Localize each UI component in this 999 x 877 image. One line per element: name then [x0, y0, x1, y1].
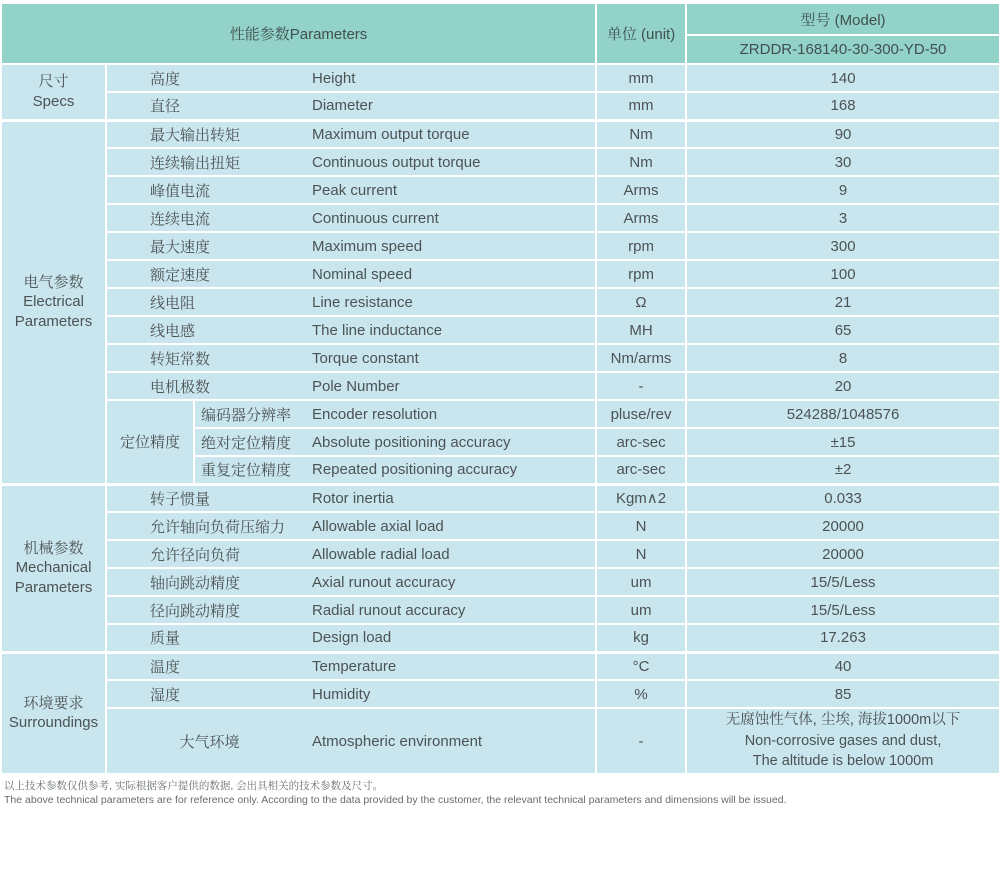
- param-unit: Arms: [596, 204, 686, 232]
- table-header: [1, 3, 999, 64]
- param-label: [106, 568, 596, 596]
- param-label: [106, 484, 596, 512]
- param-value: 8: [686, 344, 999, 372]
- param-value: 0.033: [686, 484, 999, 512]
- param-value: 30: [686, 148, 999, 176]
- param-unit: -: [596, 372, 686, 400]
- section-label-line: 环境要求: [23, 694, 84, 712]
- param-unit: kg: [596, 624, 686, 652]
- param-unit: arc-sec: [596, 456, 686, 484]
- param-unit: mm: [596, 64, 686, 92]
- param-label-en: Rotor inertia: [312, 489, 394, 507]
- param-label-en: Continuous current: [312, 209, 439, 227]
- param-label-en: Atmospheric environment: [312, 732, 483, 750]
- param-value: 100: [686, 260, 999, 288]
- param-label-cn: 温度: [150, 658, 181, 676]
- param-label: [106, 64, 596, 92]
- param-label-cn: 直径: [150, 98, 181, 116]
- section-label-line: 尺寸: [38, 73, 69, 91]
- param-label-en: Torque constant: [312, 349, 419, 367]
- param-label-cn: 高度: [150, 70, 181, 88]
- param-label-en: Repeated positioning accuracy: [312, 461, 518, 479]
- param-label: [106, 92, 596, 120]
- param-label: [106, 204, 596, 232]
- param-label-en: Allowable axial load: [312, 517, 444, 535]
- param-label-en: Maximum output torque: [312, 125, 470, 143]
- param-label-en: Nominal speed: [312, 265, 413, 283]
- param-label-en: Diameter: [312, 97, 373, 115]
- param-label-cn: 额定速度: [150, 266, 211, 284]
- section-label-line: Mechanical: [15, 559, 92, 577]
- param-label-cn: 编码器分辨率: [201, 406, 292, 424]
- param-label-cn: 转子惯量: [150, 490, 211, 508]
- param-value: 3: [686, 204, 999, 232]
- param-value: 20000: [686, 540, 999, 568]
- param-label: [106, 232, 596, 260]
- param-label: [106, 624, 596, 652]
- spec-table: [0, 2, 999, 775]
- param-label-cn: 湿度: [150, 686, 181, 704]
- param-value: 9: [686, 176, 999, 204]
- param-label: [106, 344, 596, 372]
- param-value: 40: [686, 652, 999, 680]
- param-label-cn: 径向跳动精度: [150, 602, 241, 620]
- param-label-en: Peak current: [312, 181, 398, 199]
- param-unit: Kgm∧2: [596, 484, 686, 512]
- param-label-en: Continuous output torque: [312, 153, 481, 171]
- param-unit: rpm: [596, 260, 686, 288]
- param-unit: Nm: [596, 120, 686, 148]
- param-label-cn: 线电感: [150, 322, 196, 340]
- param-value: 140: [686, 64, 999, 92]
- section-label: [1, 64, 106, 120]
- section-label: [1, 120, 106, 484]
- param-unit: um: [596, 568, 686, 596]
- section-label-line: Parameters: [14, 312, 93, 330]
- param-label-en: Pole Number: [312, 377, 400, 395]
- param-label: [106, 708, 596, 774]
- param-value: 85: [686, 680, 999, 708]
- param-label: [106, 260, 596, 288]
- footnote: [0, 775, 999, 807]
- param-label: [106, 540, 596, 568]
- param-label-cn: 大气环境: [179, 733, 240, 751]
- param-value: 65: [686, 316, 999, 344]
- param-label-en: The line inductance: [312, 321, 443, 339]
- param-label-en: Absolute positioning accuracy: [312, 433, 511, 451]
- param-unit: -: [596, 708, 686, 774]
- param-label-cn: 允许径向负荷: [150, 546, 241, 564]
- param-value: ±2: [686, 456, 999, 484]
- param-unit: Nm: [596, 148, 686, 176]
- param-label-cn: 电机极数: [150, 378, 211, 396]
- section-label-line: Specs: [32, 92, 75, 110]
- header-model-value: ZRDDR-168140-30-300-YD-50: [686, 35, 999, 64]
- param-unit: Ω: [596, 288, 686, 316]
- param-value: 21: [686, 288, 999, 316]
- param-label: [106, 120, 596, 148]
- param-label-cn: 绝对定位精度: [201, 434, 292, 452]
- param-unit: N: [596, 540, 686, 568]
- header-parameters: 性能参数Parameters: [1, 3, 596, 64]
- section-label: [1, 652, 106, 774]
- param-unit: rpm: [596, 232, 686, 260]
- param-label-cn: 连续电流: [150, 210, 211, 228]
- param-label: [106, 288, 596, 316]
- param-label: [106, 680, 596, 708]
- section-label-line: 电气参数: [23, 273, 84, 291]
- param-label-cn: 允许轴向负荷压缩力: [150, 518, 286, 536]
- param-label: [106, 372, 596, 400]
- param-label-en: Radial runout accuracy: [312, 601, 466, 619]
- param-label-en: Temperature: [312, 657, 397, 675]
- section-label-line: Electrical: [23, 293, 84, 311]
- param-value: 15/5/Less: [686, 596, 999, 624]
- param-label-en: Allowable radial load: [312, 545, 450, 563]
- param-label: [194, 400, 596, 428]
- param-label-cn: 重复定位精度: [201, 462, 292, 480]
- group-label: 定位精度: [106, 400, 194, 484]
- param-value: ±15: [686, 428, 999, 456]
- footnote-line-en: The above technical parameters are for reference only. According to the data provided by the customer, the relevant technical parameters and dimensions will be issued.: [4, 794, 787, 807]
- param-label-cn: 连续输出扭矩: [150, 154, 241, 172]
- footnote-line-cn: 以上技术参数仅供参考, 实际根据客户提供的数据, 会出具相关的技术参数及尺寸。: [4, 780, 384, 792]
- header-unit: 单位 (unit): [596, 3, 686, 64]
- section-label-line: Surroundings: [8, 714, 99, 732]
- param-unit: Nm/arms: [596, 344, 686, 372]
- param-label-cn: 峰值电流: [150, 182, 211, 200]
- param-unit: arc-sec: [596, 428, 686, 456]
- param-value-line: 无腐蚀性气体, 尘埃, 海拔1000m以下: [725, 712, 961, 729]
- param-label-cn: 轴向跳动精度: [150, 574, 241, 592]
- param-label-cn: 质量: [150, 630, 181, 648]
- param-unit: MH: [596, 316, 686, 344]
- param-label-cn: 转矩常数: [150, 350, 211, 368]
- param-label-cn: 线电阻: [150, 294, 196, 312]
- param-label-en: Encoder resolution: [312, 405, 438, 423]
- param-label-en: Design load: [312, 629, 392, 647]
- table-body: [1, 64, 999, 774]
- param-label: [106, 652, 596, 680]
- param-unit: pluse/rev: [596, 400, 686, 428]
- param-value: 15/5/Less: [686, 568, 999, 596]
- param-value: [686, 708, 999, 774]
- param-label: [106, 148, 596, 176]
- param-unit: um: [596, 596, 686, 624]
- section-label-line: 机械参数: [23, 539, 84, 557]
- param-unit: N: [596, 512, 686, 540]
- param-value: 90: [686, 120, 999, 148]
- param-value: 20: [686, 372, 999, 400]
- param-unit: mm: [596, 92, 686, 120]
- param-label: [106, 512, 596, 540]
- param-label-cn: 最大输出转矩: [150, 126, 241, 144]
- param-unit: °C: [596, 652, 686, 680]
- param-label-en: Maximum speed: [312, 237, 423, 255]
- param-label: [106, 596, 596, 624]
- param-label-en: Humidity: [312, 685, 371, 703]
- param-value: 20000: [686, 512, 999, 540]
- param-value: 524288/1048576: [686, 400, 999, 428]
- param-label-en: Height: [312, 69, 356, 87]
- param-label-en: Axial runout accuracy: [312, 573, 456, 591]
- param-value-line: The altitude is below 1000m: [752, 753, 934, 770]
- param-label: [194, 456, 596, 484]
- section-label-line: Parameters: [14, 578, 93, 596]
- param-label: [106, 316, 596, 344]
- param-label-cn: 最大速度: [150, 238, 211, 256]
- section-label: [1, 484, 106, 652]
- param-label: [194, 428, 596, 456]
- param-value: 17.263: [686, 624, 999, 652]
- header-model: 型号 (Model): [686, 3, 999, 35]
- param-value-line: Non-corrosive gases and dust,: [744, 732, 942, 749]
- param-value: 168: [686, 92, 999, 120]
- param-label: [106, 176, 596, 204]
- param-unit: %: [596, 680, 686, 708]
- param-unit: Arms: [596, 176, 686, 204]
- param-value: 300: [686, 232, 999, 260]
- param-label-en: Line resistance: [312, 293, 413, 311]
